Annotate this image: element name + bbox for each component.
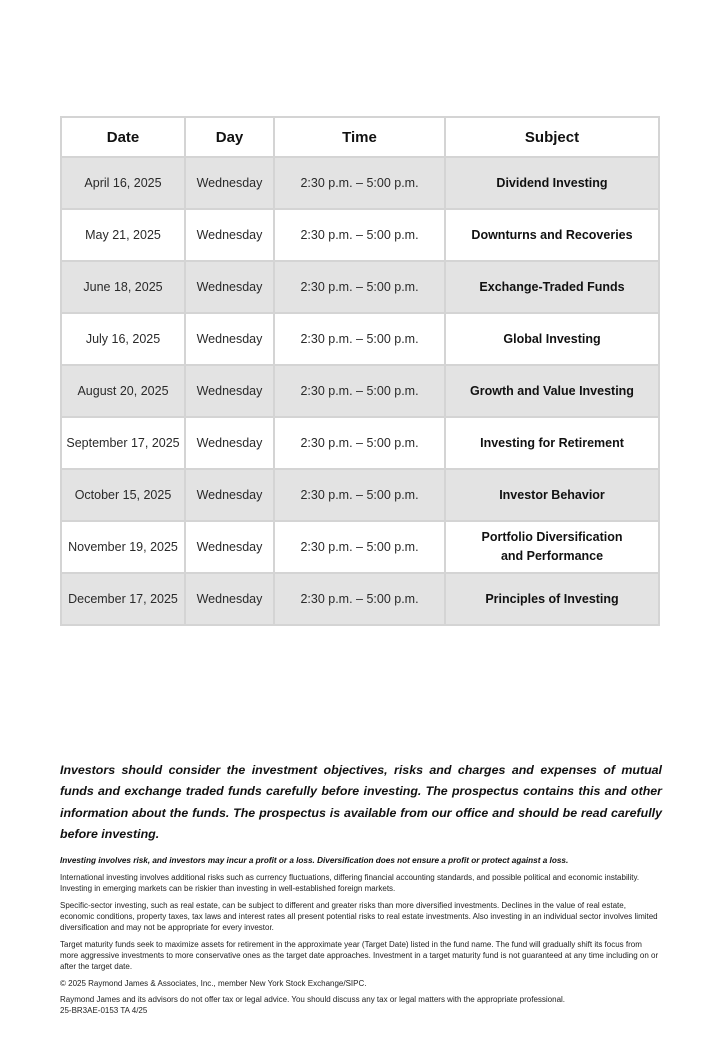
row-day: Wednesday: [185, 573, 274, 625]
row-subject: [445, 521, 659, 573]
row-date: June 18, 2025: [61, 261, 185, 313]
row-date: September 17, 2025: [61, 417, 185, 469]
row-day: Wednesday: [185, 521, 274, 573]
subject-line: Investor Behavior: [499, 487, 605, 502]
row-day: Wednesday: [185, 313, 274, 365]
subject-line: Growth and Value Investing: [470, 383, 634, 398]
table-row: [61, 417, 659, 469]
row-subject: [445, 365, 659, 417]
row-date: November 19, 2025: [61, 521, 185, 573]
international-disclosure: International investing involves additional risks such as currency fluctuations, differing financial accounting standards, and possible political and economic instability. Investing in emerging markets can be riskier than investing in well-established foreign markets.: [60, 873, 640, 894]
subject-line: Global Investing: [503, 331, 601, 346]
row-date: April 16, 2025: [61, 157, 185, 209]
row-subject: [445, 157, 659, 209]
copyright-notice: © 2025 Raymond James & Associates, Inc., member New York Stock Exchange/SIPC.: [60, 978, 367, 988]
row-time: 2:30 p.m. – 5:00 p.m.: [274, 157, 445, 209]
row-subject: [445, 261, 659, 313]
tax-advice-disclaimer: Raymond James and its advisors do not offer tax or legal advice. You should discuss any tax or legal matters with the appropriate professional.: [60, 994, 566, 1004]
target-maturity-disclosure: Target maturity funds seek to maximize assets for retirement in the approximate year (Target Date) listed in the fund name. The fund will gradually shift its focus from more aggressive investments to more conservative ones as the target date approaches. Investment in a target maturity fund is not guaranteed at any time including on or after the target date.: [60, 939, 659, 972]
row-day: Wednesday: [185, 469, 274, 521]
row-subject: [445, 573, 659, 625]
row-day: Wednesday: [185, 157, 274, 209]
row-subject: [445, 209, 659, 261]
table-row: [61, 573, 659, 625]
subject-line: Investing for Retirement: [480, 435, 624, 450]
header-date: Date: [61, 117, 185, 157]
table-row: [61, 521, 659, 573]
header-day: Day: [185, 117, 274, 157]
row-day: Wednesday: [185, 209, 274, 261]
seminar-schedule-table: [60, 116, 660, 626]
prospectus-statement: Investors should consider the investment objectives, risks and charges and expenses of mutual funds and exchange traded funds carefully before investing. The prospectus contains this and other information about the funds. The prospectus is available from our office and should be read carefully before investing.: [60, 763, 662, 841]
row-time: 2:30 p.m. – 5:00 p.m.: [274, 209, 445, 261]
row-date: December 17, 2025: [61, 573, 185, 625]
row-subject: [445, 469, 659, 521]
row-date: August 20, 2025: [61, 365, 185, 417]
risk-statement: Investing involves risk, and investors may incur a profit or a loss. Diversification does not ensure a profit or protect against a loss.: [60, 856, 569, 866]
subject-line: Principles of Investing: [485, 591, 619, 606]
row-time: 2:30 p.m. – 5:00 p.m.: [274, 261, 445, 313]
subject-line: Portfolio Diversification: [481, 530, 623, 544]
table-header-row: [61, 117, 659, 157]
subject-line: Exchange-Traded Funds: [479, 279, 625, 294]
row-day: Wednesday: [185, 365, 274, 417]
subject-line: and Performance: [500, 549, 604, 563]
table-row: [61, 469, 659, 521]
table-row: [61, 209, 659, 261]
table-row: [61, 261, 659, 313]
document-code: 25-BR3AE-0153 TA 4/25: [60, 1006, 148, 1016]
row-time: 2:30 p.m. – 5:00 p.m.: [274, 365, 445, 417]
row-date: October 15, 2025: [61, 469, 185, 521]
table-row: [61, 157, 659, 209]
row-day: Wednesday: [185, 261, 274, 313]
row-time: 2:30 p.m. – 5:00 p.m.: [274, 573, 445, 625]
row-time: 2:30 p.m. – 5:00 p.m.: [274, 469, 445, 521]
table-row: [61, 365, 659, 417]
subject-line: Dividend Investing: [496, 175, 608, 190]
sector-disclosure: Specific-sector investing, such as real estate, can be subject to different and greater risks than more diversified investments. Declines in the value of real estate, economic conditions, property taxes, tax laws and interest rates all present potential risks to real estate investments. Also investing in an individual sector involves limited diversification and may not be appropriate for every investor.: [60, 900, 658, 933]
row-subject: [445, 417, 659, 469]
row-day: Wednesday: [185, 417, 274, 469]
subject-line: Downturns and Recoveries: [471, 227, 633, 242]
row-time: 2:30 p.m. – 5:00 p.m.: [274, 313, 445, 365]
disclosures: [60, 760, 662, 1016]
row-time: 2:30 p.m. – 5:00 p.m.: [274, 521, 445, 573]
row-date: July 16, 2025: [61, 313, 185, 365]
header-time: Time: [274, 117, 445, 157]
header-subject: Subject: [445, 117, 659, 157]
row-subject: [445, 313, 659, 365]
row-time: 2:30 p.m. – 5:00 p.m.: [274, 417, 445, 469]
row-date: May 21, 2025: [61, 209, 185, 261]
table-row: [61, 313, 659, 365]
